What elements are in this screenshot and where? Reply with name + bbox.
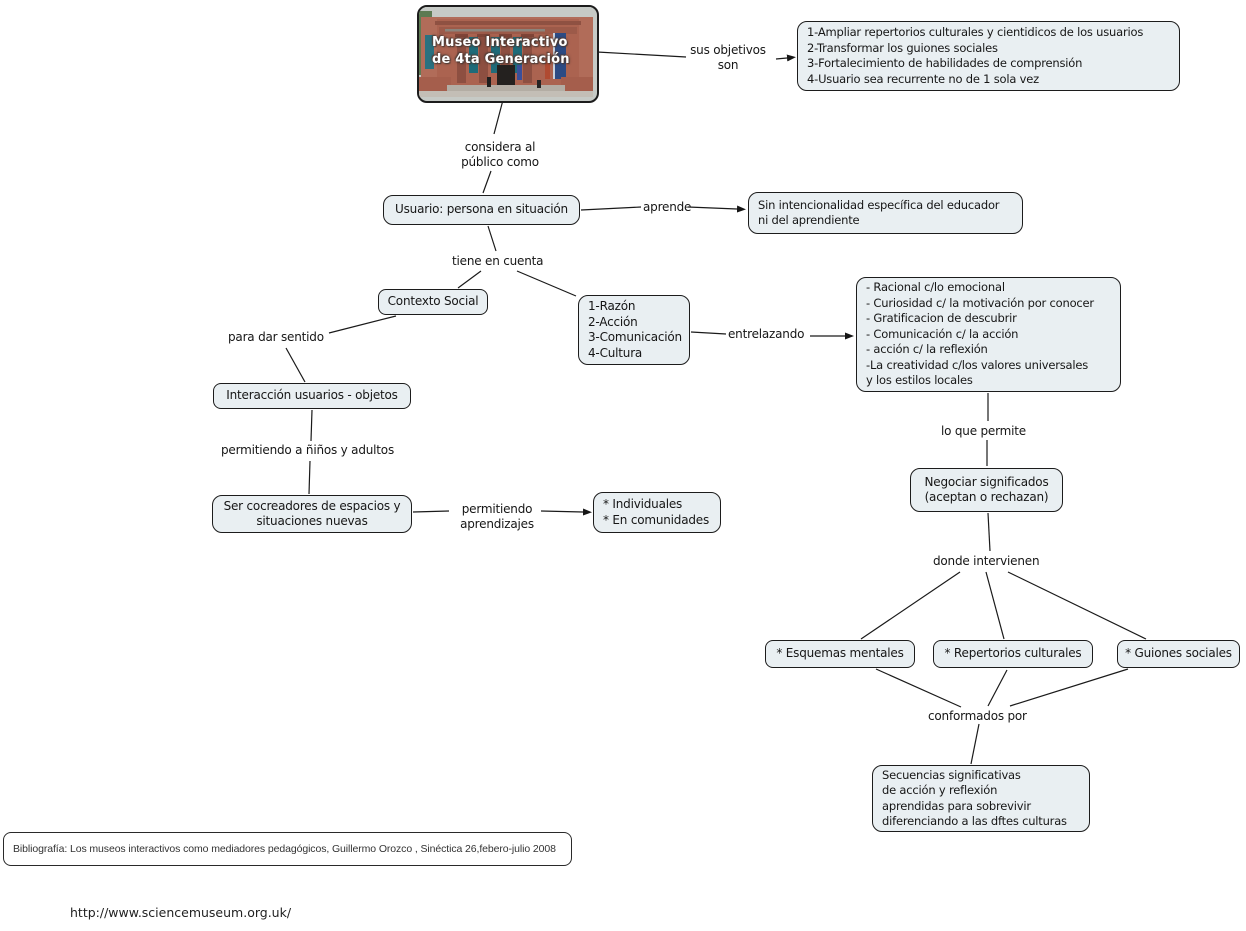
link-label-conformados-por[interactable]: conformados por — [928, 709, 1027, 723]
url-text[interactable]: http://www.sciencemuseum.org.uk/ — [70, 905, 292, 920]
edge-interaccion-ninos — [311, 410, 312, 441]
link-label-sus-objetivos[interactable] — [673, 43, 783, 73]
node-line: aprendidas para sobrevivir — [882, 798, 1031, 813]
edge-sentido-interaccion — [286, 348, 305, 382]
objective-item: 1-Ampliar repertorios culturales y cientidicos de los usuarios — [807, 25, 1144, 39]
edge-cocreadores-aprendizajes — [413, 511, 449, 512]
edge-tieneencuenta-razon — [517, 271, 576, 296]
node-line: 4-Cultura — [588, 345, 643, 360]
edge-repertorios-conformados — [988, 670, 1007, 706]
edge-donde-esquemas — [861, 572, 960, 639]
edge-usuario-aprende — [581, 207, 641, 210]
node-line: 2-Acción — [588, 314, 638, 329]
link-label-lo-que-permite[interactable]: lo que permite — [941, 424, 1026, 438]
edge-esquemas-conformados — [876, 669, 961, 707]
node-razon-accion[interactable] — [578, 295, 690, 365]
node-usuario[interactable] — [383, 195, 580, 225]
objective-item: 3-Fortalecimiento de habilidades de comprensión — [807, 56, 1083, 70]
node-line: - Comunicación c/ la acción — [866, 326, 1019, 341]
museum-title — [432, 34, 570, 68]
node-contexto-social[interactable] — [378, 289, 488, 315]
link-line: público como — [461, 155, 539, 169]
node-sin-intencionalidad[interactable] — [748, 192, 1023, 234]
edge-aprendizajes-individuales — [541, 511, 583, 512]
edge-contexto-sentido — [329, 316, 396, 333]
link-label-donde-intervienen[interactable]: donde intervienen — [933, 554, 1040, 568]
node-aprendizajes-tipos[interactable] — [593, 492, 721, 533]
node-guiones-sociales[interactable] — [1117, 640, 1240, 668]
node-secuencias[interactable] — [872, 765, 1090, 832]
node-line: diferenciando a las dftes culturas — [882, 814, 1067, 828]
link-line: permitiendo — [461, 502, 533, 516]
node-label: * Esquemas mentales — [776, 646, 904, 661]
node-repertorios-culturales[interactable] — [933, 640, 1093, 668]
museum-image-node[interactable] — [417, 5, 599, 103]
node-line: Ser cocreadores de espacios y — [223, 498, 401, 513]
objective-item: 2-Transformar los guiones sociales — [807, 40, 998, 55]
node-line: Secuencias significativas — [882, 767, 1021, 782]
node-label: Contexto Social — [387, 294, 479, 309]
node-line: 3-Comunicación — [588, 330, 682, 344]
link-line: considera al — [464, 140, 536, 154]
museum-title-line2: de 4ta Generación — [432, 52, 570, 67]
node-line: -La creatividad c/los valores universales — [866, 357, 1089, 372]
link-label-tiene-en-cuenta[interactable]: tiene en cuenta — [452, 254, 544, 268]
node-label: Usuario: persona en situación — [395, 202, 568, 217]
node-cocreadores[interactable] — [212, 495, 412, 533]
node-objectives[interactable] — [797, 21, 1180, 91]
node-line: (aceptan o rechazan) — [924, 490, 1049, 504]
node-line: y los estilos locales — [866, 373, 973, 388]
edge-usuario-tieneencuenta — [488, 226, 496, 251]
link-label-entrelazando[interactable]: entrelazando — [728, 327, 805, 341]
node-label: * Repertorios culturales — [944, 646, 1082, 661]
link-label-permitiendo-ninos[interactable]: permitiendo a ñiños y adultos — [221, 443, 394, 457]
link-label-aprende[interactable]: aprende — [643, 200, 692, 214]
node-line: * En comunidades — [603, 512, 710, 527]
bibliography-text: Bibliografía: Los museos interactivos como mediadores pedagógicos, Guillermo Orozco , Sinéctica 26,febero-julio 2008 — [13, 843, 556, 855]
node-line: - acción c/ la reflexión — [866, 342, 988, 357]
node-line: * Individuales — [603, 497, 683, 511]
edge-donde-repertorios — [986, 572, 1004, 639]
node-esquemas-mentales[interactable] — [765, 640, 915, 668]
link-label-para-dar-sentido[interactable]: para dar sentido — [228, 330, 324, 344]
edge-negociar-donde — [988, 513, 990, 551]
edge-guiones-conformados — [1010, 669, 1128, 706]
link-line: aprendizajes — [460, 517, 534, 531]
edge-conformados-secuencias — [971, 724, 979, 764]
node-line: Negociar significados — [924, 474, 1049, 489]
node-line: Sin intencionalidad específica del educador — [758, 197, 1000, 212]
objective-item: 4-Usuario sea recurrente no de 1 sola vez — [807, 71, 1039, 86]
edge-ninos-cocreadores — [309, 461, 310, 494]
edge-aprende-sinintencionalidad — [688, 207, 737, 209]
link-line: son — [717, 58, 739, 72]
node-line: 1-Razón — [588, 299, 636, 313]
node-entrelazado[interactable] — [856, 277, 1121, 392]
node-line: - Curiosidad c/ la motivación por conocer — [866, 295, 1094, 310]
node-line: de acción y reflexión — [882, 783, 998, 797]
edge-razon-entrelazando — [691, 332, 726, 334]
node-label: Interacción usuarios - objetos — [226, 388, 398, 403]
bibliography-box[interactable] — [3, 832, 572, 866]
node-negociar[interactable] — [910, 468, 1063, 512]
node-line: - Racional c/lo emocional — [866, 280, 1005, 295]
node-line: - Gratificacion de descubrir — [866, 311, 1017, 326]
link-label-permitiendo-aprendizajes[interactable] — [451, 502, 543, 532]
museum-title-line1: Museo Interactivo — [432, 35, 568, 50]
edge-tieneencuenta-contexto — [458, 271, 481, 288]
node-label: * Guiones sociales — [1125, 646, 1232, 661]
node-interaccion[interactable] — [213, 383, 411, 409]
link-line: sus objetivos — [690, 43, 766, 57]
edge-museum-considera — [494, 100, 503, 134]
node-line: ni del aprendiente — [758, 213, 860, 227]
edge-donde-guiones — [1008, 572, 1146, 639]
edge-considera-usuario — [483, 171, 491, 193]
link-label-considera[interactable] — [445, 140, 555, 170]
node-line: situaciones nuevas — [256, 514, 368, 528]
